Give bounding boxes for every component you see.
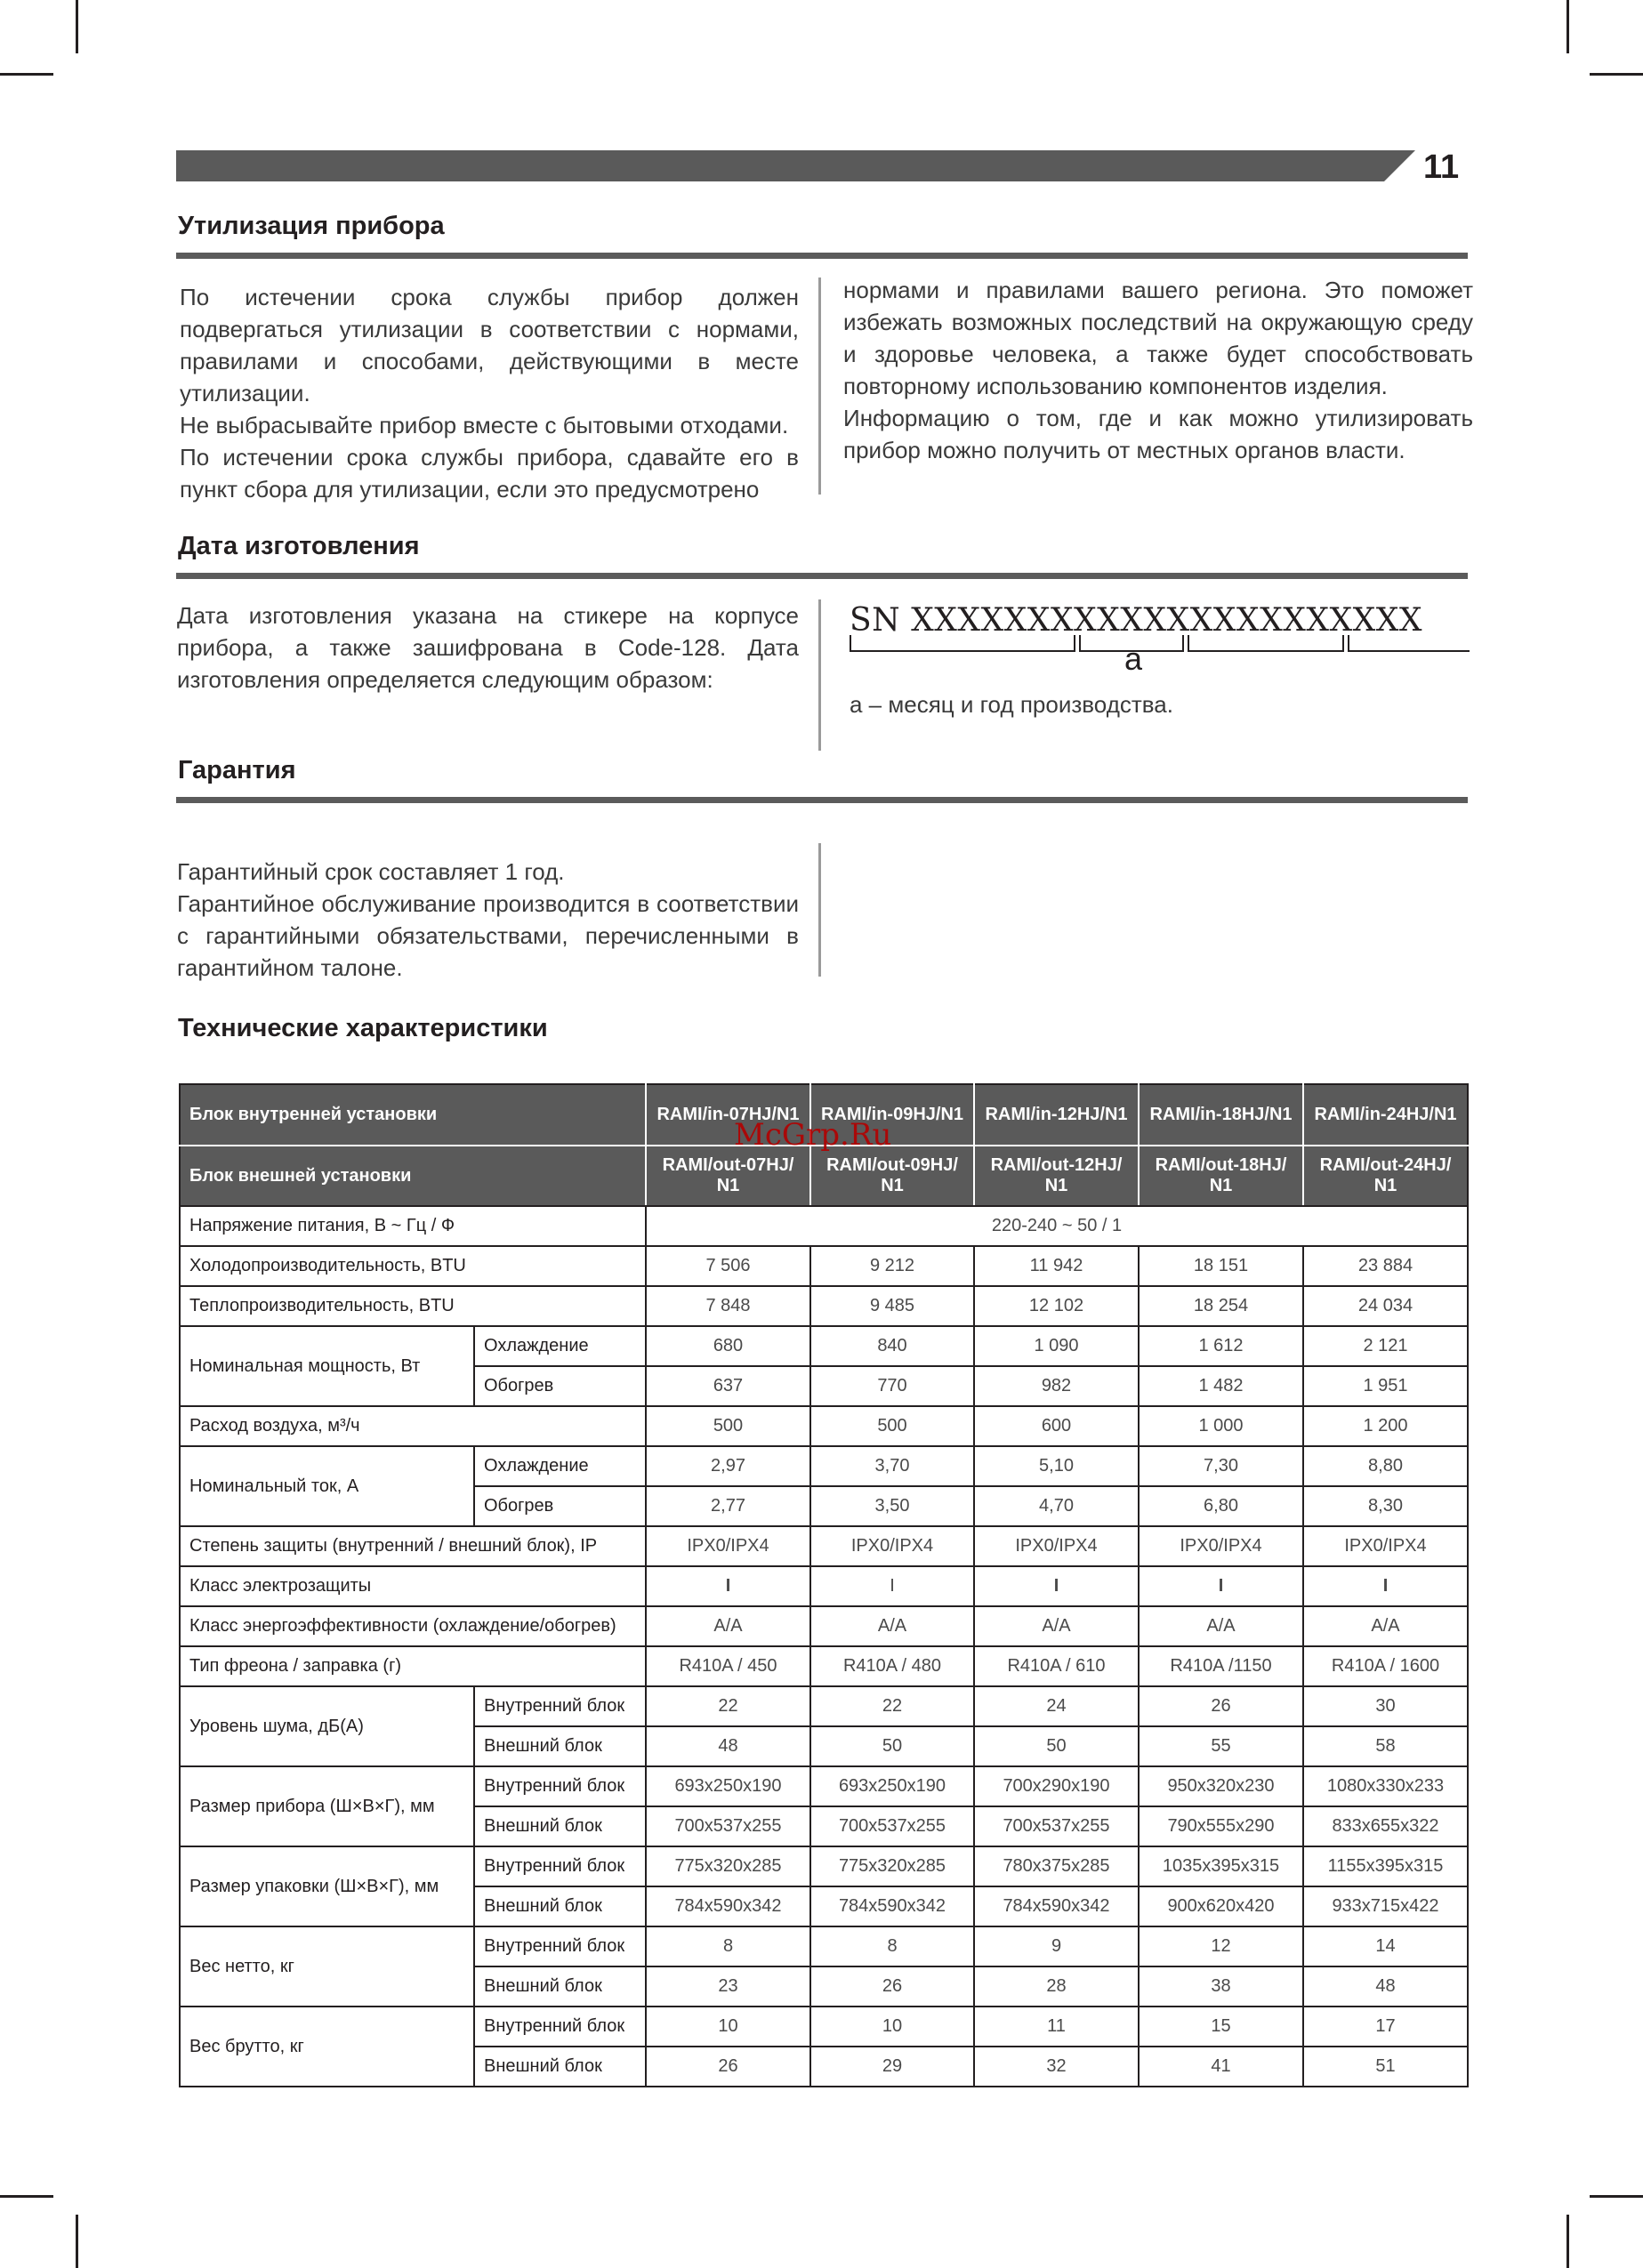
section-title-specs: Технические характеристики bbox=[178, 1014, 548, 1042]
cell-value: R410A / 480 bbox=[810, 1646, 974, 1686]
disposal-right-column bbox=[843, 274, 1473, 466]
cell-value: 1 612 bbox=[1139, 1326, 1303, 1366]
row-label: Вес нетто, кг bbox=[180, 1926, 474, 2007]
section-title-warranty: Гарантия bbox=[178, 756, 296, 784]
table-row bbox=[180, 1646, 1468, 1686]
cell-value: A/A bbox=[1139, 1606, 1303, 1646]
cell-value: 1080x330x233 bbox=[1303, 1766, 1468, 1806]
cell-value: 780x375x285 bbox=[974, 1846, 1139, 1886]
cell-value: 51 bbox=[1303, 2047, 1468, 2087]
sn-mark-a: a bbox=[1124, 640, 1143, 677]
cell-value: I bbox=[974, 1566, 1139, 1606]
cell-value: 637 bbox=[646, 1366, 810, 1406]
section-rule bbox=[176, 253, 1468, 259]
cell-value: 784x590x342 bbox=[974, 1886, 1139, 1926]
row-sublabel: Обогрев bbox=[474, 1366, 646, 1406]
cell-value: IPX0/IPX4 bbox=[1303, 1526, 1468, 1566]
table-row bbox=[180, 1446, 1468, 1486]
cell-value: 28 bbox=[974, 1966, 1139, 2007]
specs-table bbox=[179, 1083, 1469, 2087]
cell-value: 32 bbox=[974, 2047, 1139, 2087]
cell-value: 600 bbox=[974, 1406, 1139, 1446]
cell-value: IPX0/IPX4 bbox=[646, 1526, 810, 1566]
sn-group: XXXXX bbox=[1306, 602, 1422, 639]
cell-value: 8 bbox=[646, 1926, 810, 1966]
model-indoor: RAMI/in-12HJ/N1 bbox=[974, 1084, 1139, 1146]
row-label: Размер упаковки (Ш×В×Г), мм bbox=[180, 1846, 474, 1926]
model-indoor: RAMI/in-24HJ/N1 bbox=[1303, 1084, 1468, 1146]
row-sublabel: Внутренний блок bbox=[474, 1926, 646, 1966]
cell-value: 26 bbox=[1139, 1686, 1303, 1726]
row-sublabel: Внешний блок bbox=[474, 1966, 646, 2007]
cell-value: 17 bbox=[1303, 2007, 1468, 2047]
table-row bbox=[180, 1926, 1468, 1966]
cell-value: 500 bbox=[810, 1406, 974, 1446]
section-title-manufacture: Дата изготовления bbox=[178, 532, 420, 560]
cell-value: 784x590x342 bbox=[646, 1886, 810, 1926]
paragraph: По истечении срока службы прибор должен подвергаться утилизации в соответствии с нормами, правилами и способами, действующими в месте утилизации. bbox=[180, 284, 799, 406]
paragraph: Информацию о том, где и как можно утилизировать прибор можно получить от местных органов власти. bbox=[843, 405, 1473, 463]
cell-value: I bbox=[646, 1566, 810, 1606]
table-row bbox=[180, 1326, 1468, 1366]
cell-value: IPX0/IPX4 bbox=[974, 1526, 1139, 1566]
cell-value: A/A bbox=[810, 1606, 974, 1646]
crop-mark bbox=[0, 73, 53, 76]
row-label: Тип фреона / заправка (г) bbox=[180, 1646, 646, 1686]
cell-value: 18 254 bbox=[1139, 1286, 1303, 1326]
table-row bbox=[180, 1606, 1468, 1646]
table-row bbox=[180, 1766, 1468, 1806]
cell-value: 10 bbox=[810, 2007, 974, 2047]
watermark: McGrp.Ru bbox=[734, 1117, 892, 1153]
cell-value: 8,30 bbox=[1303, 1486, 1468, 1526]
cell-value: I bbox=[1303, 1566, 1468, 1606]
cell-value: 770 bbox=[810, 1366, 974, 1406]
paragraph: По истечении срока службы прибора, сдавайте его в пункт сбора для утилизации, если это предусмотрено bbox=[180, 444, 799, 503]
cell-value: R410A / 610 bbox=[974, 1646, 1139, 1686]
column-divider bbox=[818, 843, 821, 977]
cell-value: IPX0/IPX4 bbox=[1139, 1526, 1303, 1566]
crop-mark bbox=[76, 2215, 78, 2268]
cell-value: 48 bbox=[1303, 1966, 1468, 2007]
cell-value: 12 102 bbox=[974, 1286, 1139, 1326]
cell-value: 14 bbox=[1303, 1926, 1468, 1966]
cell-value: 840 bbox=[810, 1326, 974, 1366]
column-divider bbox=[818, 599, 821, 751]
section-rule bbox=[176, 573, 1468, 579]
cell-value: 23 884 bbox=[1303, 1246, 1468, 1286]
row-sublabel: Обогрев bbox=[474, 1486, 646, 1526]
crop-mark bbox=[1566, 0, 1569, 53]
cell-value: 1 200 bbox=[1303, 1406, 1468, 1446]
table-row bbox=[180, 1526, 1468, 1566]
page-number: 11 bbox=[1423, 149, 1460, 186]
model-outdoor: RAMI/out-07HJ/ N1 bbox=[646, 1146, 810, 1206]
cell-value: 30 bbox=[1303, 1686, 1468, 1726]
cell-value: I bbox=[810, 1566, 974, 1606]
cell-value: R410A / 1600 bbox=[1303, 1646, 1468, 1686]
row-label: Теплопроизводительность, BTU bbox=[180, 1286, 646, 1326]
cell-value: 11 942 bbox=[974, 1246, 1139, 1286]
table-row bbox=[180, 1286, 1468, 1326]
cell-value: 693x250x190 bbox=[810, 1766, 974, 1806]
header-bar bbox=[176, 150, 1415, 181]
row-sublabel: Внутренний блок bbox=[474, 1846, 646, 1886]
cell-value: 1 482 bbox=[1139, 1366, 1303, 1406]
model-indoor: RAMI/in-09HJ/N1 bbox=[810, 1084, 974, 1146]
cell-value: 24 034 bbox=[1303, 1286, 1468, 1326]
cell-value: 500 bbox=[646, 1406, 810, 1446]
table-row bbox=[180, 1686, 1468, 1726]
model-outdoor: RAMI/out-12HJ/ N1 bbox=[974, 1146, 1139, 1206]
sn-caption: а – месяц и год производства. bbox=[850, 691, 1173, 718]
cell-value: 3,50 bbox=[810, 1486, 974, 1526]
cell-value: 58 bbox=[1303, 1726, 1468, 1766]
row-sublabel: Внутренний блок bbox=[474, 1766, 646, 1806]
indoor-unit-label: Блок внутренней установки bbox=[180, 1084, 646, 1146]
cell-value: 26 bbox=[810, 1966, 974, 2007]
table-header-row bbox=[180, 1146, 1468, 1206]
row-label: Холодопроизводительность, BTU bbox=[180, 1246, 646, 1286]
cell-value: 2,77 bbox=[646, 1486, 810, 1526]
cell-value: 50 bbox=[810, 1726, 974, 1766]
cell-value: 29 bbox=[810, 2047, 974, 2087]
cell-value: 700x537x255 bbox=[646, 1806, 810, 1846]
cell-value: 680 bbox=[646, 1326, 810, 1366]
warranty-text bbox=[177, 856, 799, 984]
cell-value: 15 bbox=[1139, 2007, 1303, 2047]
cell-value: 784x590x342 bbox=[810, 1886, 974, 1926]
paragraph: Гарантийный срок составляет 1 год. bbox=[177, 858, 565, 885]
sn-group: XXXX bbox=[1074, 602, 1167, 639]
cell-value: 790x555x290 bbox=[1139, 1806, 1303, 1846]
cell-value: 11 bbox=[974, 2007, 1139, 2047]
cell-value: 1155x395x315 bbox=[1303, 1846, 1468, 1886]
cell-value: 7 848 bbox=[646, 1286, 810, 1326]
cell-value: 982 bbox=[974, 1366, 1139, 1406]
section-rule bbox=[176, 797, 1468, 803]
model-outdoor: RAMI/out-18HJ/ N1 bbox=[1139, 1146, 1303, 1206]
crop-mark bbox=[0, 2195, 53, 2198]
outdoor-unit-label: Блок внешней установки bbox=[180, 1146, 646, 1206]
table-row bbox=[180, 1246, 1468, 1286]
table-row bbox=[180, 1406, 1468, 1446]
paragraph: Не выбрасывайте прибор вместе с бытовыми отходами. bbox=[180, 412, 789, 438]
row-label: Вес брутто, кг bbox=[180, 2007, 474, 2087]
model-indoor: RAMI/in-18HJ/N1 bbox=[1139, 1084, 1303, 1146]
table-row bbox=[180, 2007, 1468, 2047]
row-label: Напряжение питания, В ~ Гц / Ф bbox=[180, 1206, 646, 1246]
table-row bbox=[180, 1566, 1468, 1606]
row-sublabel: Внутренний блок bbox=[474, 2007, 646, 2047]
sn-group: XXXXXX bbox=[1166, 602, 1307, 639]
cell-value: 3,70 bbox=[810, 1446, 974, 1486]
row-sublabel: Охлаждение bbox=[474, 1326, 646, 1366]
row-sublabel: Внешний блок bbox=[474, 1806, 646, 1846]
cell-value: 18 151 bbox=[1139, 1246, 1303, 1286]
cell-value: 9 212 bbox=[810, 1246, 974, 1286]
column-divider bbox=[818, 277, 821, 495]
cell-value: 48 bbox=[646, 1726, 810, 1766]
model-outdoor: RAMI/out-09HJ/ N1 bbox=[810, 1146, 974, 1206]
row-label: Размер прибора (Ш×В×Г), мм bbox=[180, 1766, 474, 1846]
row-label: Номинальный ток, А bbox=[180, 1446, 474, 1526]
cell-value: 12 bbox=[1139, 1926, 1303, 1966]
cell-value: 38 bbox=[1139, 1966, 1303, 2007]
cell-value: A/A bbox=[646, 1606, 810, 1646]
cell-value: 220-240 ~ 50 / 1 bbox=[646, 1206, 1468, 1246]
manufacture-text: Дата изготовления указана на стикере на корпусе прибора, а также зашифрована в Code-128. Дата изготовления определяется следующим образом: bbox=[177, 602, 799, 693]
row-label: Класс энергоэффективности (охлаждение/обогрев) bbox=[180, 1606, 646, 1646]
cell-value: 55 bbox=[1139, 1726, 1303, 1766]
row-label: Класс электрозащиты bbox=[180, 1566, 646, 1606]
cell-value: 7 506 bbox=[646, 1246, 810, 1286]
row-label: Расход воздуха, м³/ч bbox=[180, 1406, 646, 1446]
cell-value: 693x250x190 bbox=[646, 1766, 810, 1806]
cell-value: 700x290x190 bbox=[974, 1766, 1139, 1806]
cell-value: 24 bbox=[974, 1686, 1139, 1726]
row-label: Номинальная мощность, Вт bbox=[180, 1326, 474, 1406]
row-label: Степень защиты (внутренний / внешний блок), IP bbox=[180, 1526, 646, 1566]
cell-value: 900x620x420 bbox=[1139, 1886, 1303, 1926]
row-sublabel: Внутренний блок bbox=[474, 1686, 646, 1726]
cell-value: 700x537x255 bbox=[974, 1806, 1139, 1846]
model-outdoor: RAMI/out-24HJ/ N1 bbox=[1303, 1146, 1468, 1206]
cell-value: R410A /1150 bbox=[1139, 1646, 1303, 1686]
cell-value: 775x320x285 bbox=[810, 1846, 974, 1886]
row-label: Уровень шума, дБ(А) bbox=[180, 1686, 474, 1766]
cell-value: 2 121 bbox=[1303, 1326, 1468, 1366]
cell-value: 9 485 bbox=[810, 1286, 974, 1326]
cell-value: R410A / 450 bbox=[646, 1646, 810, 1686]
sn-group: XXXXXXX bbox=[911, 602, 1075, 639]
paragraph: Гарантийное обслуживание производится в соответствии с гарантийными обязательствами, перечисленными в гарантийном талоне. bbox=[177, 890, 799, 981]
cell-value: 23 bbox=[646, 1966, 810, 2007]
paragraph: нормами и правилами вашего региона. Это поможет избежать возможных последствий на окружающую среду и здоровье человека, а также будет способствовать повторному использованию компонентов изделия. bbox=[843, 277, 1473, 399]
cell-value: 700x537x255 bbox=[810, 1806, 974, 1846]
cell-value: 950x320x230 bbox=[1139, 1766, 1303, 1806]
cell-value: 833x655x322 bbox=[1303, 1806, 1468, 1846]
cell-value: 1 000 bbox=[1139, 1406, 1303, 1446]
cell-value: 9 bbox=[974, 1926, 1139, 1966]
cell-value: 10 bbox=[646, 2007, 810, 2047]
crop-mark bbox=[76, 0, 78, 53]
cell-value: 1 951 bbox=[1303, 1366, 1468, 1406]
row-sublabel: Охлаждение bbox=[474, 1446, 646, 1486]
crop-mark bbox=[1590, 2195, 1643, 2198]
cell-value: 8 bbox=[810, 1926, 974, 1966]
cell-value: I bbox=[1139, 1566, 1303, 1606]
cell-value: 41 bbox=[1139, 2047, 1303, 2087]
row-sublabel: Внешний блок bbox=[474, 1726, 646, 1766]
row-sublabel: Внешний блок bbox=[474, 2047, 646, 2087]
cell-value: 8,80 bbox=[1303, 1446, 1468, 1486]
cell-value: 6,80 bbox=[1139, 1486, 1303, 1526]
sn-brackets bbox=[847, 633, 1470, 660]
cell-value: 1035x395x315 bbox=[1139, 1846, 1303, 1886]
cell-value: 26 bbox=[646, 2047, 810, 2087]
cell-value: 933x715x422 bbox=[1303, 1886, 1468, 1926]
cell-value: 50 bbox=[974, 1726, 1139, 1766]
cell-value: 4,70 bbox=[974, 1486, 1139, 1526]
cell-value: A/A bbox=[1303, 1606, 1468, 1646]
cell-value: IPX0/IPX4 bbox=[810, 1526, 974, 1566]
cell-value: 5,10 bbox=[974, 1446, 1139, 1486]
cell-value: 775x320x285 bbox=[646, 1846, 810, 1886]
cell-value: 2,97 bbox=[646, 1446, 810, 1486]
cell-value: 22 bbox=[810, 1686, 974, 1726]
crop-mark bbox=[1566, 2215, 1569, 2268]
sn-prefix: SN bbox=[850, 602, 901, 639]
cell-value: A/A bbox=[974, 1606, 1139, 1646]
cell-value: 22 bbox=[646, 1686, 810, 1726]
row-sublabel: Внешний блок bbox=[474, 1886, 646, 1926]
section-title-disposal: Утилизация прибора bbox=[178, 212, 445, 240]
model-indoor: RAMI/in-07HJ/N1 bbox=[646, 1084, 810, 1146]
table-row bbox=[180, 1846, 1468, 1886]
crop-mark bbox=[1590, 73, 1643, 76]
table-row bbox=[180, 1206, 1468, 1246]
cell-value: 7,30 bbox=[1139, 1446, 1303, 1486]
disposal-left-column bbox=[180, 281, 799, 505]
cell-value: 1 090 bbox=[974, 1326, 1139, 1366]
